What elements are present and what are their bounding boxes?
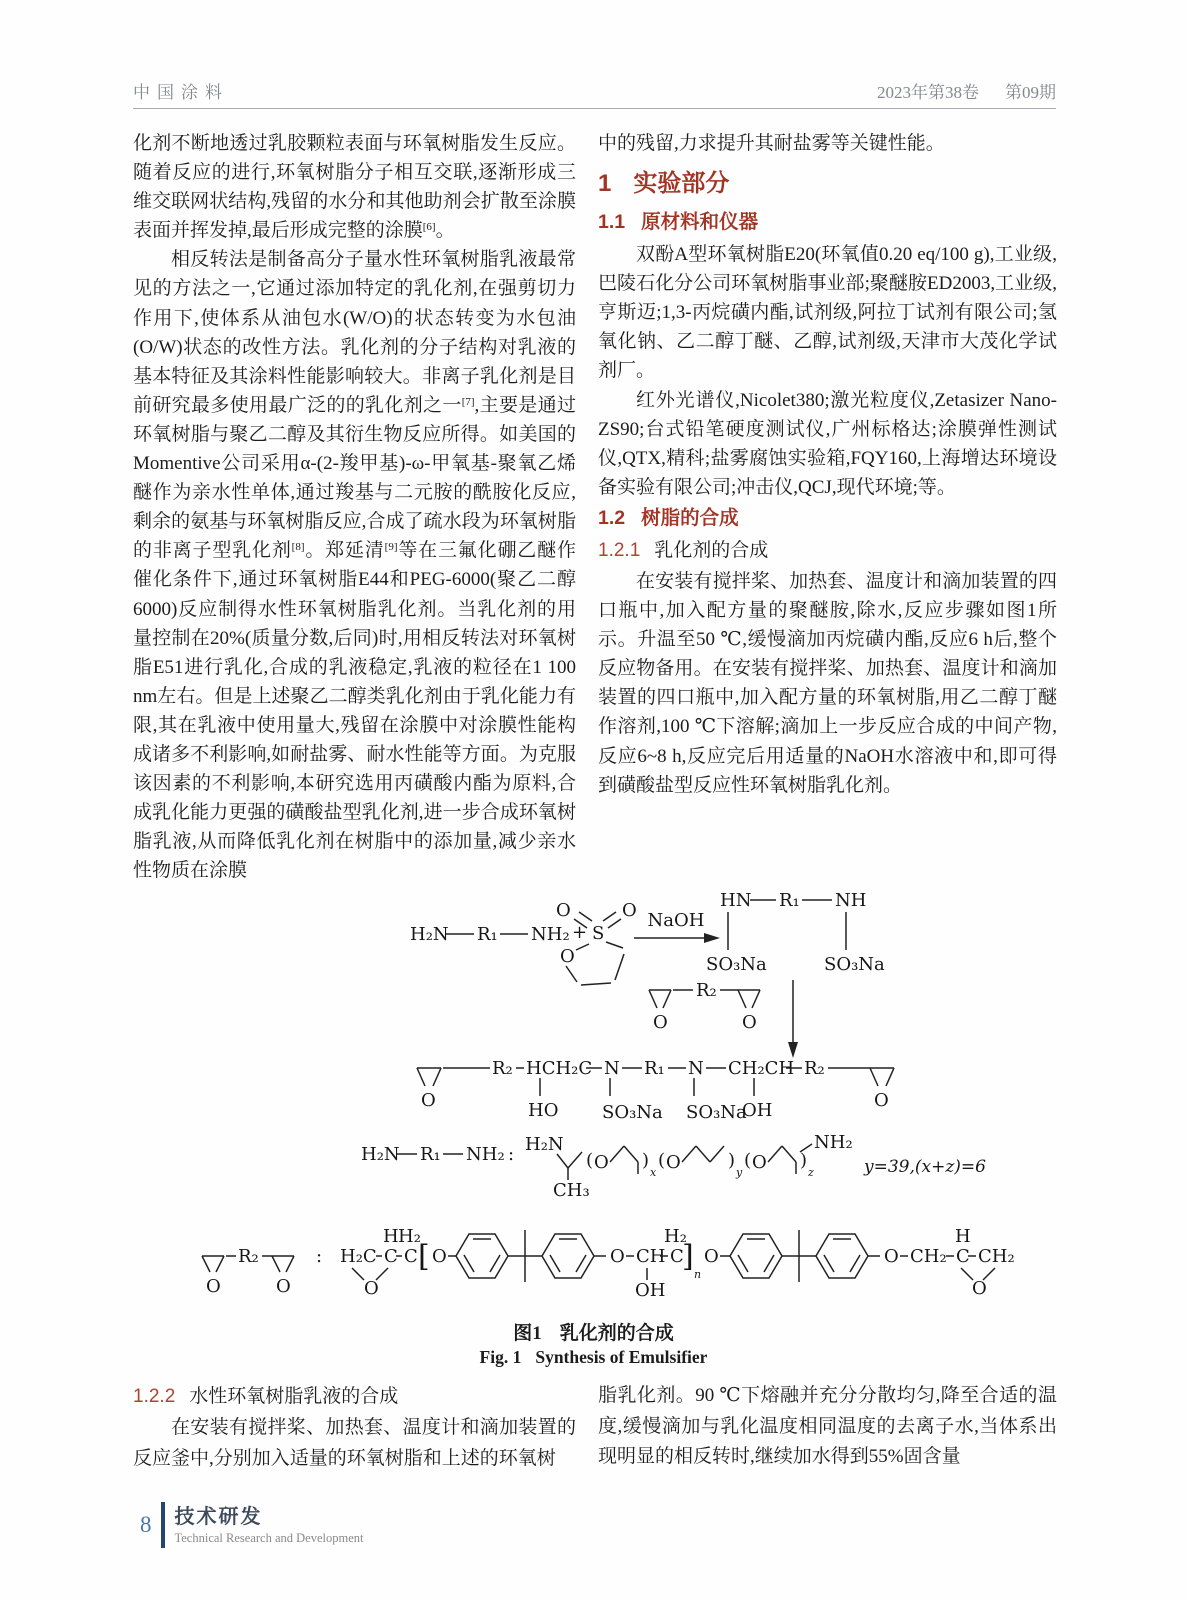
epoxide-oxygen-label: O [206,1276,221,1297]
r1-label: R₁ [420,1144,441,1165]
h-label: H [955,1226,971,1247]
bottom-right-column [598,1381,1057,1473]
paren: ( [586,1150,594,1171]
header-rule [133,108,1056,109]
section-title: 水性环氧树脂乳液的合成 [189,1386,399,1407]
figure-title-en: Synthesis of Emulsifier [535,1347,708,1367]
paren: ) [728,1150,736,1171]
reference-6: [6] [422,221,436,234]
ether-oxygen-label: O [610,1246,625,1267]
oh-label: OH [742,1100,773,1121]
subscript-y: y [736,1166,743,1179]
ch3-label: CH₃ [553,1180,590,1201]
section-number: 1.2.2 [133,1386,176,1407]
body-text: 在安装有搅拌桨、加热套、温度计和滴加装置的四口瓶中,加入配方量的聚醚胺,除水,反应步骤如图1所示。升温至50 ℃,缓慢滴加丙烷磺内酯,反应6 h后,整个反应物备用。在安装有搅拌桨、加热套、温度计和滴加装置的四口瓶中,加入配方量的环氧树脂,用乙二醇丁醚作溶剂,100 ℃下溶解;滴加上一步反应合成的中间产物,反应6~8 h,反应完后用适量的NaOH水溶液中和,即可得到磺酸盐型反应性环氧树脂乳化剂。 [598,570,1057,796]
ether-oxygen-label: O [704,1246,719,1267]
ether-oxygen-label: O [432,1246,447,1267]
body-text: 脂乳化剂。90 ℃下熔融并充分分散均匀,降至合适的温度,缓慢滴加与乳化温度相同温度的去离子水,当体系出现明显的相反转时,继续加水得到55%固含量 [598,1385,1057,1467]
h-label: H [383,1226,399,1247]
body-text: 在安装有搅拌桨、加热套、温度计和滴加装置的反应釜中,分别加入适量的环氧树脂和上述的环氧树 [133,1417,576,1469]
epoxide-oxygen-label: O [364,1278,379,1299]
nh-label: NH [835,890,867,911]
ch-label: CH [636,1246,666,1267]
footer-section-name-en: Technical Research and Development [174,1530,364,1545]
h2-label: H₂ [398,1226,421,1247]
ch2-label: CH₂ [978,1246,1015,1267]
reaction-scheme-figure [140,878,1060,1323]
h2n-label: H₂N [361,1144,400,1165]
paren: ) [642,1150,650,1171]
ch2-label: CH₂ [910,1246,947,1267]
nh2-label: NH₂ [531,924,570,945]
paren: ) [800,1150,808,1171]
r1-label: R₁ [477,924,498,945]
section-number: 1 [598,170,612,198]
paragraph [133,129,576,245]
epoxide-oxygen-label: O [874,1090,889,1111]
right-column [598,129,1057,800]
section-number: 1.2.1 [598,539,641,561]
c-label: C [384,1246,398,1267]
figure-caption-en [0,1347,1187,1368]
issue-info [851,78,1056,103]
sulfur-label: S [592,923,605,944]
ether-oxygen-label: O [752,1152,767,1173]
section-heading-1-2-1 [598,536,1057,566]
subscript-n: n [694,1268,702,1281]
ring-oxygen-label: O [560,946,575,967]
section-heading-1-2 [598,504,1057,533]
r2-label: R₂ [492,1058,513,1079]
section-heading-1-2-2 [133,1382,576,1412]
section-number: 1.2 [598,506,626,529]
footer-divider [161,1502,165,1548]
paren: ( [658,1150,666,1171]
condition-text: y=39,(x+z)=6 [864,1157,986,1177]
issue-label: 第09期 [1005,83,1056,102]
journal-name: 中国涂料 [133,83,229,102]
epoxide-oxygen-label: O [276,1276,291,1297]
bracket: [ [418,1239,430,1274]
page-header [133,78,1056,103]
body-text: 化剂不断地透过乳胶颗粒表面与环氧树脂发生反应。随着反应的进行,环氧树脂分子相互交联,逐渐形成三维交联网状结构,残留的水分和其他助剂会扩散至涂膜表面并挥发掉,最后形成完整的涂膜 [133,133,576,242]
r2-label: R₂ [804,1058,825,1079]
epoxide-oxygen-label: O [653,1012,668,1033]
page-footer [140,1502,363,1548]
nh2-label: NH₂ [814,1132,853,1153]
ch2ch-label: CH₂CH [728,1058,795,1079]
h2n-label: H₂N [525,1134,564,1155]
paragraph [598,1381,1057,1473]
c-label: C [956,1246,970,1267]
ether-oxygen-label: O [884,1246,899,1267]
paragraph [598,240,1057,385]
so3na-label: SO₃Na [686,1102,747,1123]
reference-9: [9] [384,541,398,554]
page-number: 8 [140,1512,152,1537]
body-text: 等在三氟化硼乙醚作催化条件下,通过环氧树脂E44和PEG-6000(聚乙二醇6000)反应制得水性环氧树脂乳化剂。当乳化剂的用量控制在20%(质量分数,后同)时,用相反转法对环氧树脂E51进行乳化,合成的乳液稳定,乳液的粒径在1 100 nm左右。但是上述聚乙二醇类乳化剂由于乳化能力有限,其在乳液中使用量大,残留在涂膜中对涂膜性能构成诸多不利影响,如耐盐雾、耐水性能等方面。为克服该因素的不利影响,本研究选用丙磺酸内酯为原料,合成乳化能力更强的磺酸盐型乳化剂,进一步合成环氧树脂乳液,从而降低乳化剂在树脂中的添加量,减少亲水性物质在涂膜 [133,540,576,882]
r2-label: R₂ [696,980,717,1001]
section-number: 1.1 [598,211,626,234]
naoh-label: NaOH [647,910,705,931]
section-title: 原材料和仪器 [641,211,759,234]
so3na-label: SO₃Na [824,954,885,975]
oh-label: OH [635,1280,666,1301]
subscript-x: x [650,1166,657,1179]
figure-caption-zh [0,1318,1187,1345]
ether-oxygen-label: O [594,1152,609,1173]
figure-label-en: Fig. 1 [479,1347,522,1367]
volume-label: 2023年第38卷 [877,83,979,102]
epoxide-oxygen-label: O [972,1278,987,1299]
paragraph [133,1413,576,1474]
c-label: C [670,1246,684,1267]
section-title: 树脂的合成 [641,506,739,529]
h2-label: H₂ [664,1226,687,1247]
body-text: 相反转法是制备高分子量水性环氧树脂乳液最常见的方法之一,它通过添加特定的乳化剂,在强剪切力作用下,使体系从油包水(W/O)的状态转变为水包油(O/W)状态的改性方法。乳化剂的分子结构对乳液的基本特征及其涂料性能影响较大。非离子乳化剂是目前研究最多使用最广泛的的乳化剂之一 [133,249,576,416]
paragraph [598,129,1057,158]
ether-oxygen-label: O [666,1152,681,1173]
body-text: 。郑延清 [304,540,385,562]
c-label: C [404,1246,418,1267]
r1-label: R₁ [779,890,800,911]
body-text: 。 [435,220,455,242]
section-heading-1 [598,167,1057,201]
ho-label: HO [528,1100,559,1121]
n-label: N [688,1058,704,1079]
n-label: N [604,1058,620,1079]
colon-separator: : [316,1246,323,1267]
oxygen-label: O [622,900,637,921]
figure-title: 乳化剂的合成 [559,1323,674,1344]
h2n-label: H₂N [410,924,449,945]
hn-label: HN [720,890,752,911]
r1-label: R₁ [644,1058,665,1079]
reference-7: [7] [461,395,475,408]
body-text: 红外光谱仪,Nicolet380;激光粒度仪,Zetasizer Nano-ZS90;台式铅笔硬度测试仪,广州标格达;涂膜弹性测试仪,QTX,精科;盐雾腐蚀实验箱,FQY160,上海增达环境设备实验有限公司;冲击仪,QCJ,现代环境;等。 [598,389,1057,498]
oxygen-label: O [556,900,571,921]
paragraph [598,386,1057,502]
hch2c-label: HCH₂C [526,1058,593,1079]
reference-8: [8] [291,541,305,554]
bottom-left-column [133,1381,576,1474]
figure-label: 图1 [513,1323,542,1344]
r2-label: R₂ [238,1246,259,1267]
arrow-head [704,933,720,943]
epoxide-oxygen-label: O [742,1012,757,1033]
left-column [133,129,576,885]
nh2-label: NH₂ [466,1144,505,1165]
paragraph [598,567,1057,800]
subscript-z: z [808,1166,814,1179]
colon-separator: : [508,1144,515,1165]
body-text: 中的残留,力求提升其耐盐雾等关键性能。 [598,133,945,154]
section-title: 乳化剂的合成 [654,539,769,561]
body-text: ,主要是通过环氧树脂与聚乙二醇及其衍生物反应所得。如美国的Momentive公司采用α-(2-羧甲基)-ω-甲氧基-聚氧乙烯醚作为亲水性单体,通过羧基与二元胺的酰胺化反应,剩余的氨基与环氧树脂反应,合成了疏水段为环氧树脂的非离子型乳化剂 [133,394,576,562]
body-text: 双酚A型环氧树脂E20(环氧值0.20 eq/100 g),工业级,巴陵石化分公司环氧树脂事业部;聚醚胺ED2003,工业级,亨斯迈;1,3-丙烷磺内酯,试剂级,阿拉丁试剂有限公司;氢氧化钠、乙二醇丁醚、乙醇,试剂级,天津市大茂化学试剂厂。 [598,244,1057,382]
footer-section-name: 技术研发 [174,1505,263,1528]
arrow-head [788,1042,798,1058]
section-heading-1-1 [598,208,1057,237]
so3na-label: SO₃Na [706,954,767,975]
plus-sign: + [572,922,588,943]
paren: ( [744,1150,752,1171]
h2c-label: H₂C [340,1246,377,1267]
section-title: 实验部分 [633,170,730,198]
epoxide-oxygen-label: O [421,1090,436,1111]
paragraph [133,245,576,885]
bracket: ] [682,1239,694,1274]
so3na-label: SO₃Na [602,1102,663,1123]
